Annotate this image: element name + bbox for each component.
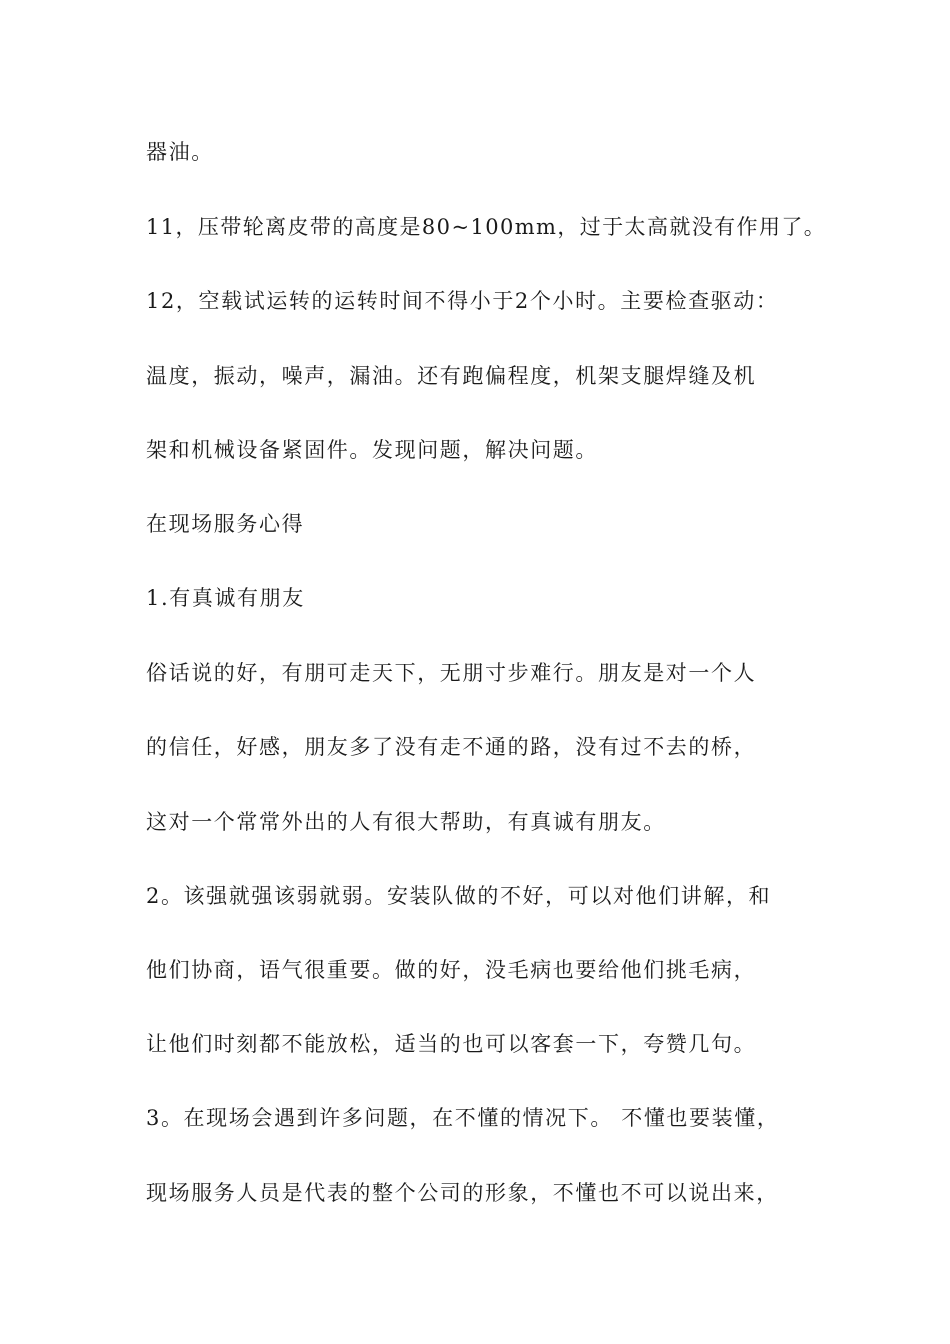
text-line-15: 现场服务人员是代表的整个公司的形象，不懂也不可以说出来，	[146, 1181, 779, 1205]
text-line-1: 器油。	[146, 140, 214, 164]
text-line-14: 3。在现场会遇到许多问题，在不懂的情况下。 不懂也要装懂，	[146, 1106, 780, 1130]
section-heading: 在现场服务心得	[146, 512, 305, 536]
text-line-3: 12，空载试运转的运转时间不得小于2个小时。主要检查驱动：	[146, 289, 779, 313]
text-line-13: 让他们时刻都不能放松，适当的也可以客套一下，夸赞几句。	[146, 1032, 757, 1056]
text-line-9: 的信任，好感，朋友多了没有走不通的路，没有过不去的桥，	[146, 735, 757, 759]
text-line-8: 俗话说的好，有朋可走天下，无朋寸步难行。朋友是对一个人	[146, 661, 757, 685]
text-line-4: 温度，振动，噪声，漏油。还有跑偏程度，机架支腿焊缝及机	[146, 364, 757, 388]
text-line-10: 这对一个常常外出的人有很大帮助，有真诚有朋友。	[146, 810, 666, 834]
text-line-2: 11，压带轮离皮带的高度是80~100mm，过于太高就没有作用了。	[146, 215, 827, 239]
text-line-11: 2。该强就强该弱就弱。安装队做的不好，可以对他们讲解，和	[146, 884, 772, 908]
text-line-12: 他们协商，语气很重要。做的好，没毛病也要给他们挑毛病，	[146, 958, 757, 982]
subheading-1: 1.有真诚有朋友	[146, 586, 305, 610]
text-line-5: 架和机械设备紧固件。发现问题，解决问题。	[146, 438, 598, 462]
